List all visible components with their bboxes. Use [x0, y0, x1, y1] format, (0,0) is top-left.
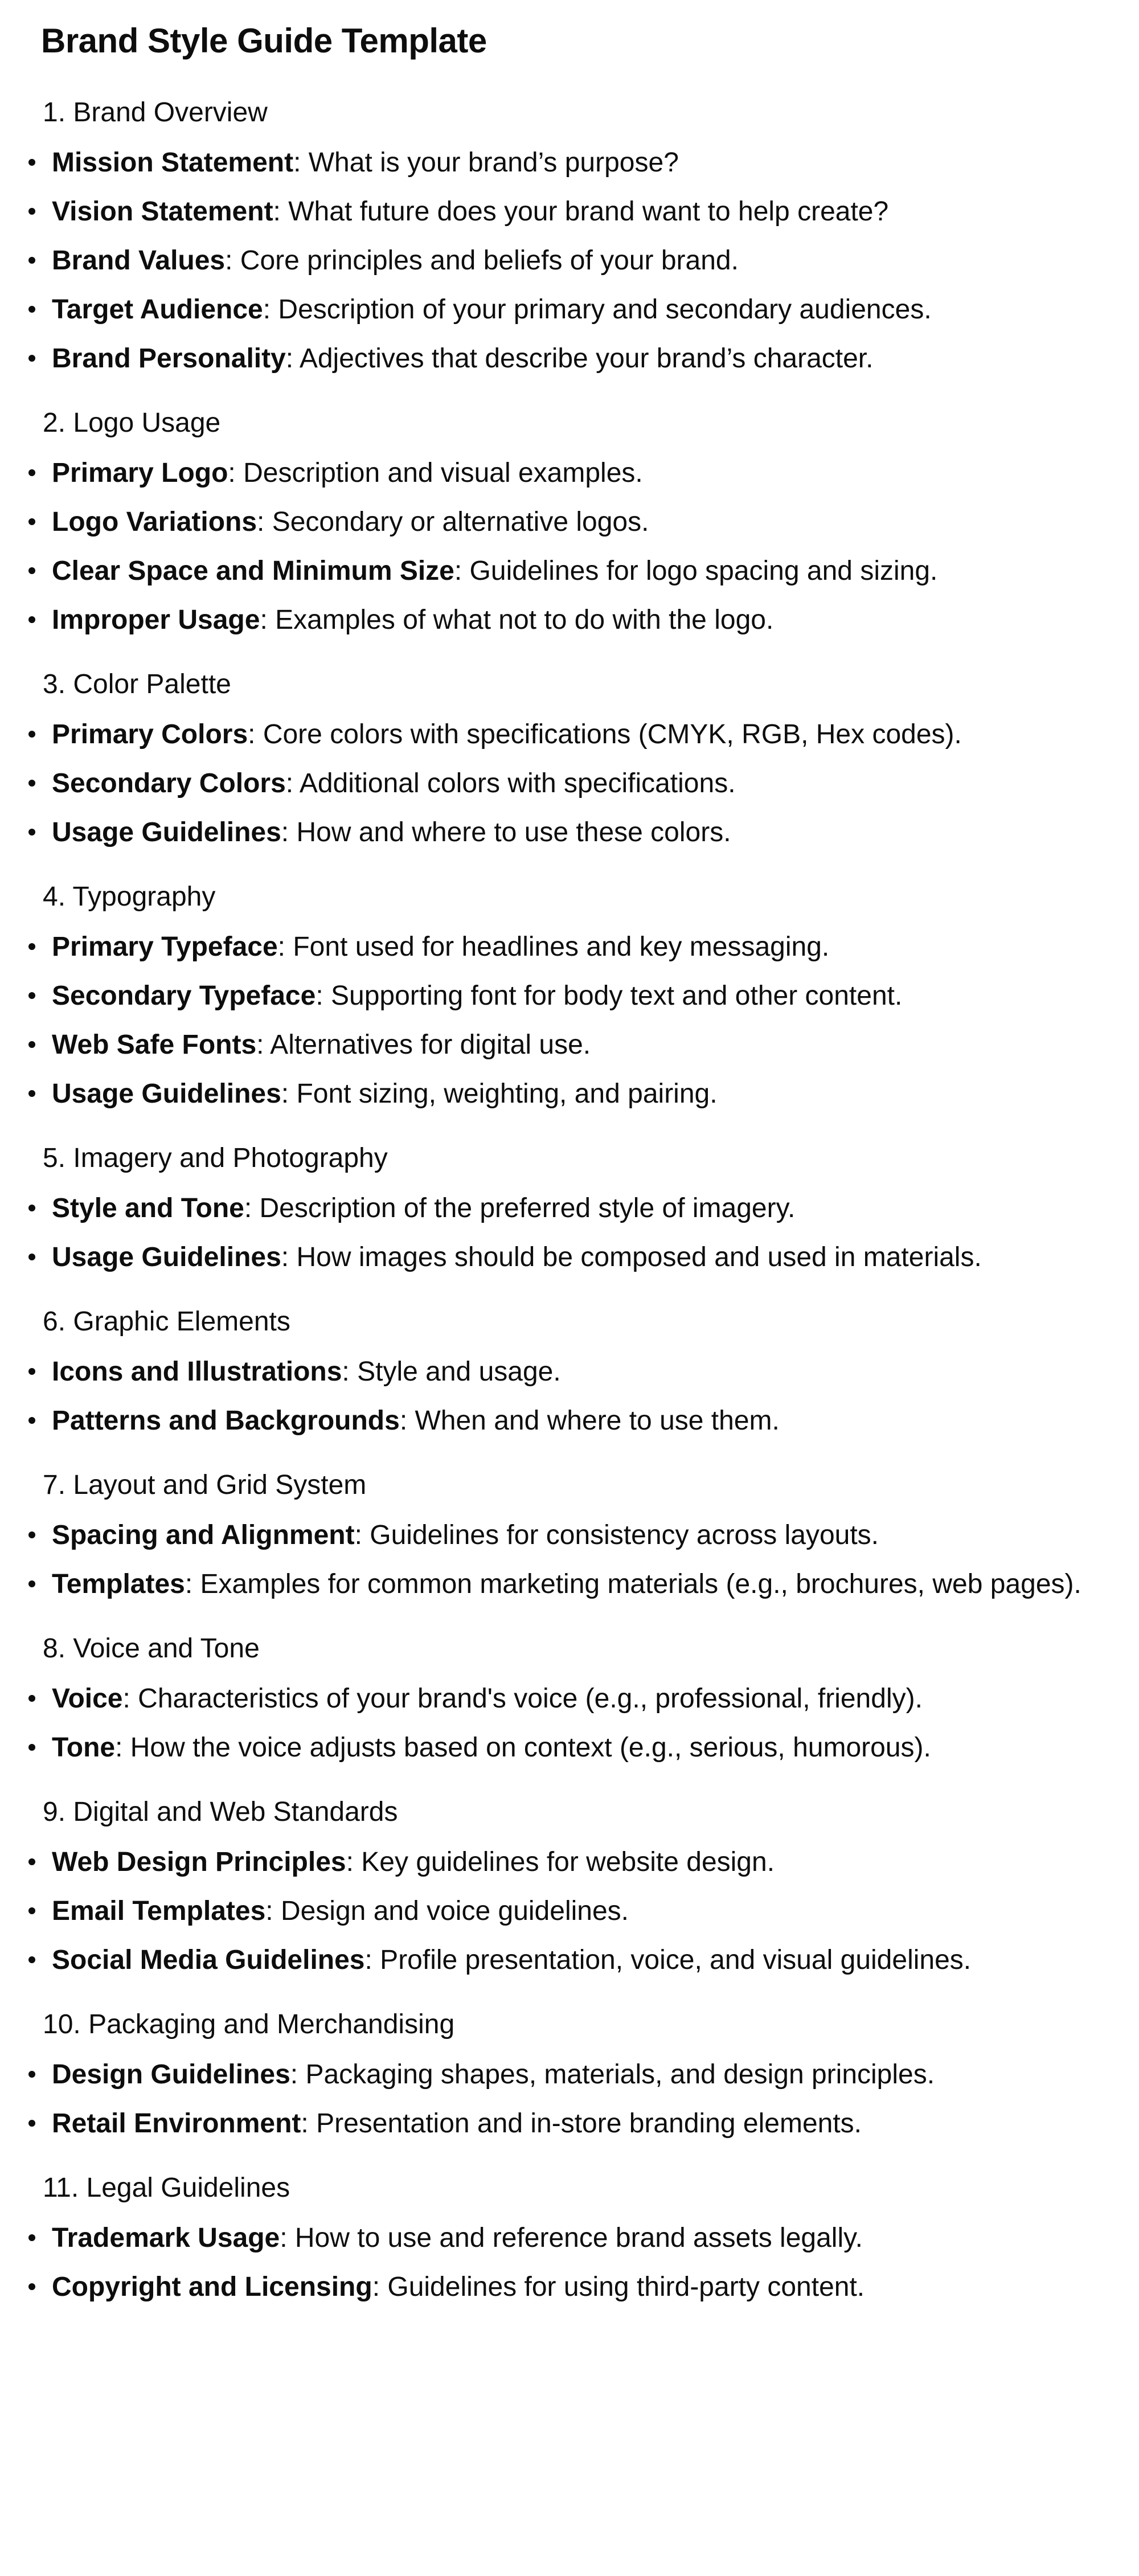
item-description: : Additional colors with specifications. — [285, 768, 736, 798]
item-term: Mission Statement — [52, 148, 294, 178]
bullet-icon — [28, 1205, 35, 1211]
item-description: : Alternatives for digital use. — [256, 1030, 591, 1060]
list-item — [0, 931, 1139, 964]
list-item — [0, 1241, 1139, 1274]
bullet-icon — [28, 1695, 35, 1702]
item-description: : Examples of what not to do with the logo. — [260, 605, 774, 635]
item-term: Primary Logo — [52, 458, 228, 488]
item-description: : Font used for headlines and key messaging. — [277, 932, 830, 962]
bullet-icon — [28, 992, 35, 999]
item-term: Usage Guidelines — [52, 1079, 281, 1109]
item-description: : Design and voice guidelines. — [265, 1896, 629, 1926]
bullet-list — [0, 931, 1139, 1111]
item-term: Retail Environment — [52, 2108, 301, 2139]
item-description: : How to use and reference brand assets legally. — [280, 2223, 863, 2253]
item-description: : Packaging shapes, materials, and design principles. — [290, 2059, 935, 2090]
bullet-icon — [28, 943, 35, 950]
list-item — [0, 555, 1139, 588]
section-heading: 11. Legal Guidelines — [43, 2173, 290, 2203]
item-term: Style and Tone — [52, 1193, 244, 1223]
list-item — [0, 342, 1139, 375]
section — [0, 1632, 1139, 1764]
list-item — [0, 1731, 1139, 1764]
bullet-icon — [28, 208, 35, 215]
item-term: Brand Personality — [52, 343, 286, 374]
item-description: : Key guidelines for website design. — [346, 1847, 775, 1877]
list-item — [0, 604, 1139, 637]
item-term: Tone — [52, 1733, 116, 1763]
section-heading: 3. Color Palette — [43, 669, 231, 699]
section — [0, 2008, 1139, 2140]
section — [0, 1142, 1139, 1274]
item-term: Templates — [52, 1569, 185, 1599]
list-item — [0, 244, 1139, 277]
section-heading: 7. Layout and Grid System — [43, 1470, 367, 1500]
item-description: : When and where to use them. — [399, 1406, 780, 1436]
list-item — [0, 1846, 1139, 1879]
item-description: : Characteristics of your brand's voice (e.g., professional, friendly). — [122, 1684, 923, 1714]
item-term: Icons and Illustrations — [52, 1357, 342, 1387]
section — [0, 407, 1139, 637]
list-item — [0, 1682, 1139, 1715]
item-term: Spacing and Alignment — [52, 1520, 355, 1550]
bullet-icon — [28, 2071, 35, 2078]
item-description: : How images should be composed and used in materials. — [281, 1242, 982, 1272]
bullet-icon — [28, 2234, 35, 2241]
list-item — [0, 195, 1139, 228]
bullet-icon — [28, 1580, 35, 1587]
bullet-icon — [28, 567, 35, 574]
item-term: Brand Values — [52, 245, 226, 276]
bullet-icon — [28, 2120, 35, 2127]
list-item — [0, 767, 1139, 800]
list-item — [0, 816, 1139, 849]
item-description: : What is your brand’s purpose? — [293, 148, 679, 178]
item-description: : Examples for common marketing materials (e.g., brochures, web pages). — [185, 1569, 1081, 1599]
list-item — [0, 980, 1139, 1013]
sections-container — [0, 96, 1139, 2304]
item-description: : Adjectives that describe your brand’s character. — [285, 343, 874, 374]
item-term: Voice — [52, 1684, 123, 1714]
section-heading: 6. Graphic Elements — [43, 1307, 290, 1337]
bullet-list — [0, 1846, 1139, 1977]
bullet-icon — [28, 355, 35, 362]
list-item — [0, 1078, 1139, 1111]
item-description: : Description of the preferred style of imagery. — [244, 1193, 796, 1223]
bullet-icon — [28, 1907, 35, 1914]
list-item — [0, 1944, 1139, 1977]
item-description: : Description of your primary and secondary audiences. — [263, 294, 932, 325]
list-item — [0, 1895, 1139, 1928]
bullet-list — [0, 1355, 1139, 1438]
item-description: : Style and usage. — [342, 1357, 561, 1387]
item-term: Primary Colors — [52, 719, 248, 750]
bullet-icon — [28, 1254, 35, 1260]
item-description: : Guidelines for consistency across layouts. — [354, 1520, 879, 1550]
bullet-icon — [28, 1041, 35, 1048]
bullet-icon — [28, 731, 35, 738]
item-description: : Font sizing, weighting, and pairing. — [281, 1079, 718, 1109]
list-item — [0, 1355, 1139, 1389]
section-heading: 4. Typography — [43, 882, 216, 912]
item-description: : Guidelines for logo spacing and sizing. — [454, 556, 938, 586]
section — [0, 96, 1139, 375]
bullet-icon — [28, 1858, 35, 1865]
item-term: Usage Guidelines — [52, 817, 281, 847]
list-item — [0, 506, 1139, 539]
item-term: Clear Space and Minimum Size — [52, 556, 454, 586]
bullet-icon — [28, 469, 35, 476]
bullet-icon — [28, 1531, 35, 1538]
list-item — [0, 718, 1139, 751]
bullet-icon — [28, 780, 35, 787]
item-description: : Secondary or alternative logos. — [257, 507, 649, 537]
bullet-icon — [28, 159, 35, 166]
bullet-list — [0, 2058, 1139, 2140]
bullet-list — [0, 718, 1139, 849]
bullet-icon — [28, 518, 35, 525]
item-description: : What future does your brand want to help create? — [273, 196, 889, 227]
item-term: Secondary Colors — [52, 768, 286, 798]
item-term: Email Templates — [52, 1896, 266, 1926]
section — [0, 668, 1139, 849]
page-title: Brand Style Guide Template — [41, 22, 487, 60]
item-term: Vision Statement — [52, 196, 273, 227]
item-description: : Core colors with specifications (CMYK, RGB, Hex codes). — [248, 719, 962, 750]
bullet-icon — [28, 1368, 35, 1375]
item-term: Target Audience — [52, 294, 263, 325]
bullet-list — [0, 2222, 1139, 2304]
item-term: Web Safe Fonts — [52, 1030, 257, 1060]
list-item — [0, 1519, 1139, 1552]
bullet-icon — [28, 257, 35, 264]
item-description: : Description and visual examples. — [228, 458, 643, 488]
section-heading: 1. Brand Overview — [43, 97, 268, 128]
bullet-icon — [28, 1417, 35, 1424]
list-item — [0, 146, 1139, 179]
bullet-icon — [28, 1744, 35, 1751]
bullet-icon — [28, 2283, 35, 2290]
section-heading: 2. Logo Usage — [43, 408, 221, 438]
item-term: Social Media Guidelines — [52, 1945, 365, 1975]
item-term: Copyright and Licensing — [52, 2272, 372, 2302]
list-item — [0, 457, 1139, 490]
list-item — [0, 2107, 1139, 2140]
bullet-icon — [28, 1956, 35, 1963]
bullet-list — [0, 1192, 1139, 1274]
section-heading: 9. Digital and Web Standards — [43, 1797, 398, 1827]
item-description: : Profile presentation, voice, and visual guidelines. — [364, 1945, 972, 1975]
bullet-icon — [28, 1090, 35, 1097]
list-item — [0, 1192, 1139, 1225]
bullet-icon — [28, 306, 35, 313]
item-term: Usage Guidelines — [52, 1242, 281, 1272]
section-heading: 8. Voice and Tone — [43, 1633, 260, 1664]
section — [0, 1305, 1139, 1438]
item-description: : Presentation and in-store branding elements. — [301, 2108, 862, 2139]
item-term: Trademark Usage — [52, 2223, 280, 2253]
bullet-list — [0, 1519, 1139, 1601]
section — [0, 1796, 1139, 1977]
item-term: Secondary Typeface — [52, 981, 316, 1011]
section — [0, 1469, 1139, 1601]
section-heading: 10. Packaging and Merchandising — [43, 2009, 455, 2039]
item-term: Primary Typeface — [52, 932, 278, 962]
list-item — [0, 2058, 1139, 2091]
section — [0, 880, 1139, 1111]
item-description: : How the voice adjusts based on context (e.g., serious, humorous). — [115, 1733, 931, 1763]
list-item — [0, 293, 1139, 326]
item-term: Logo Variations — [52, 507, 257, 537]
bullet-list — [0, 457, 1139, 637]
bullet-list — [0, 1682, 1139, 1764]
bullet-list — [0, 146, 1139, 375]
item-term: Patterns and Backgrounds — [52, 1406, 400, 1436]
list-item — [0, 1029, 1139, 1062]
item-description: : Guidelines for using third-party content. — [372, 2272, 865, 2302]
item-description: : Core principles and beliefs of your brand. — [225, 245, 739, 276]
bullet-icon — [28, 829, 35, 836]
item-description: : Supporting font for body text and other content. — [316, 981, 903, 1011]
bullet-icon — [28, 616, 35, 623]
list-item — [0, 2271, 1139, 2304]
list-item — [0, 2222, 1139, 2255]
section-heading: 5. Imagery and Photography — [43, 1143, 388, 1173]
item-term: Improper Usage — [52, 605, 260, 635]
list-item — [0, 1404, 1139, 1438]
item-term: Design Guidelines — [52, 2059, 290, 2090]
item-description: : How and where to use these colors. — [281, 817, 731, 847]
item-term: Web Design Principles — [52, 1847, 346, 1877]
list-item — [0, 1568, 1139, 1601]
section — [0, 2172, 1139, 2304]
